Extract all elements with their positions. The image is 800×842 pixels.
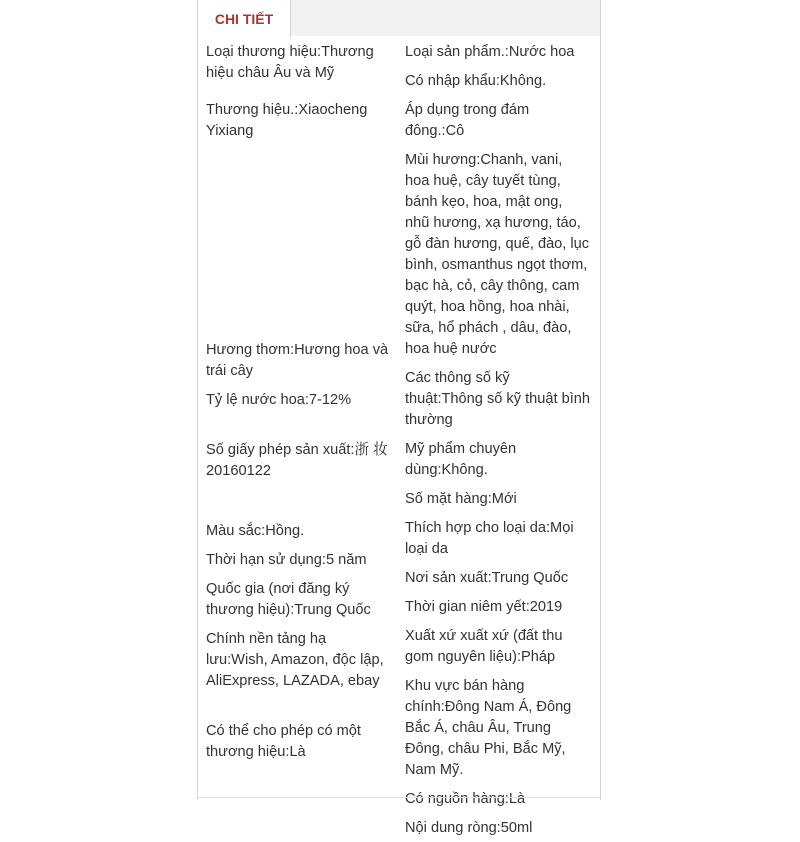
spec-item-shelf-life: Thời hạn sử dụng:5 năm: [206, 552, 367, 568]
spec-item-scent-notes: Mùi hương:Chanh, vani, hoa huệ, cây tuyết tùng, bánh kẹo, hoa, mật ong, nhũ hương, xạ hương, táo, gỗ đàn hương, quế, đào, lục bình, osmanthus ngọt thơm, bạc hà, cỏ, cây thông, cam quýt, hoa hồng, hoa nhài, sữa, hổ phách , dâu, đào, hoa huệ nước: [405, 152, 590, 357]
spec-item-imported: Có nhập khẩu:Không.: [405, 73, 547, 89]
tab-details[interactable]: CHI TIẾT: [198, 0, 291, 38]
spec-item-specifications: Các thông số kỹ thuật:Thông số kỹ thuật bình thường: [405, 370, 590, 428]
spec-item-production-license: Số giấy phép sản xuất:浙 妆 20160122: [206, 442, 388, 479]
spec-item-brand: Thương hiệu.:Xiaocheng Yixiang: [206, 102, 368, 139]
spec-item-perfume-ratio: Tỷ lệ nước hoa:7-12%: [206, 392, 352, 408]
spec-item-brand-type: Loại thương hiệu:Thương hiệu châu Âu và Mỹ: [206, 44, 374, 81]
product-detail-panel: [197, 0, 601, 836]
spec-item-brand-authorization: Có thể cho phép có một thương hiệu:Là: [206, 723, 361, 760]
spec-item-special-cosmetic: Mỹ phẩm chuyên dùng:Không.: [405, 441, 517, 478]
spec-item-sales-region: Khu vực bán hàng chính:Đông Nam Á, Đông Bắc Á, châu Âu, Trung Đông, châu Phi, Bắc Mỹ, Nam Mỹ.: [405, 678, 572, 778]
spec-item-place-of-production: Nơi sản xuất:Trung Quốc: [405, 570, 569, 586]
spec-item-product-type: Loại sản phẩm.:Nước hoa: [405, 44, 575, 60]
tab-bar: [198, 0, 600, 36]
spec-item-net-content: Nội dung ròng:50ml: [405, 820, 533, 836]
spec-item-origin: Xuất xứ xuất xứ (đất thu gom nguyên liệu):Pháp: [405, 628, 563, 665]
spec-item-downstream-platforms: Chính nền tảng hạ lưu:Wish, Amazon, độc lập, AliExpress, LAZADA, ebay: [206, 631, 384, 689]
spec-item-skin-type: Thích hợp cho loại da:Mọi loại da: [405, 520, 574, 557]
spec-item-color: Màu sắc:Hồng.: [206, 523, 305, 539]
spec-item-item-number: Số mặt hàng:Mới: [405, 491, 517, 507]
spec-item-listing-time: Thời gian niêm yết:2019: [405, 599, 563, 615]
spec-item-fragrance: Hương thơm:Hương hoa và trái cây: [206, 342, 389, 379]
spec-item-brand-country: Quốc gia (nơi đăng ký thương hiệu):Trung Quốc: [206, 581, 371, 618]
spec-column-right: [397, 37, 596, 842]
divider: [198, 797, 600, 798]
spec-column-left: [198, 37, 397, 842]
spec-grid: [198, 37, 600, 842]
spec-item-source-available: Có nguồn hàng:Là: [405, 791, 526, 807]
spec-item-target-group: Áp dụng trong đám đông.:Cô: [405, 102, 530, 139]
